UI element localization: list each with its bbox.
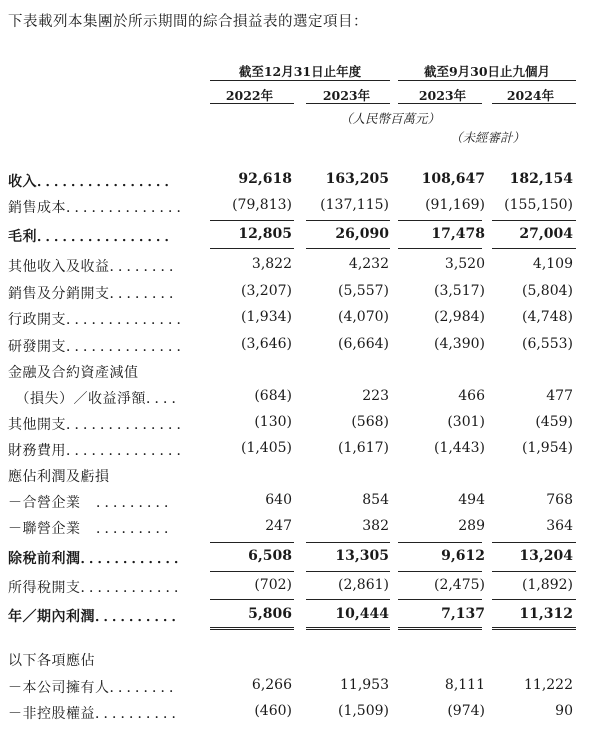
row-value: (6,553) — [521, 336, 573, 352]
row-label-text: 以下各項應佔 — [8, 653, 95, 669]
row-value: (91,169) — [425, 197, 485, 213]
row-value: (1,509) — [337, 703, 389, 719]
row-leader-dots: ．．．．．．．．．． — [95, 706, 187, 722]
subtotal-line — [306, 542, 390, 543]
table-row — [0, 283, 590, 309]
row-label — [8, 388, 187, 408]
table-row — [0, 414, 590, 440]
row-label-text: 銷售成本 — [8, 200, 66, 216]
row-leader-dots: ．．．．．．．． — [109, 259, 185, 275]
row-leader-dots: ．．．． — [146, 391, 187, 407]
table-row — [0, 650, 590, 676]
subtotal-line — [210, 542, 294, 543]
row-value: 247 — [265, 518, 292, 534]
row-value: 4,109 — [532, 256, 573, 272]
row-value: 466 — [458, 388, 485, 404]
table-row — [0, 440, 590, 466]
row-value: (5,804) — [521, 283, 573, 299]
row-value: 382 — [362, 518, 389, 534]
row-value: (137,115) — [320, 197, 389, 213]
row-value: (1,934) — [240, 309, 292, 325]
row-label-text: －合營企業 — [8, 495, 81, 511]
row-label — [8, 226, 180, 246]
row-value: 27,004 — [519, 226, 573, 242]
row-label-text: 其他收入及收益 — [8, 259, 110, 275]
subtotal-line — [492, 220, 576, 221]
subtotal-line — [210, 220, 294, 221]
row-value: (1,443) — [433, 440, 485, 456]
row-label — [8, 440, 192, 460]
row-value: (1,405) — [240, 440, 292, 456]
subtotal-line — [306, 599, 390, 600]
subtotal-line — [398, 599, 482, 600]
table-row — [0, 388, 590, 414]
subtotal-line — [306, 220, 390, 221]
intro-text: 下表載列本集團於所示期間的綜合損益表的選定項目： — [8, 14, 368, 30]
table-row — [0, 518, 590, 544]
subtotal-line — [398, 248, 482, 249]
row-value: 6,266 — [251, 677, 292, 693]
row-label — [8, 577, 190, 597]
year-rule-2 — [306, 103, 390, 104]
table-row — [0, 256, 590, 282]
row-leader-dots: ．．．．．．．．．．．．．． — [66, 312, 192, 328]
row-value: 289 — [458, 518, 485, 534]
table-row — [0, 362, 590, 388]
total-double-line — [492, 627, 576, 630]
row-leader-dots: ．．．．．．．．． — [80, 521, 180, 537]
row-value: 26,090 — [335, 226, 389, 242]
row-value: 108,647 — [421, 171, 485, 187]
row-value: 5,806 — [248, 606, 292, 622]
subtotal-line — [306, 571, 390, 572]
subtotal-line — [492, 248, 576, 249]
row-label-text: 銷售及分銷開支 — [8, 286, 110, 302]
table-row — [0, 309, 590, 335]
row-label — [8, 703, 187, 723]
row-leader-dots: ．．．．．．．．．．．．．．．． — [37, 229, 180, 245]
year-header-2024-nine-months: 2024年 — [506, 88, 555, 103]
row-leader-dots: ．．．．．．．．．． — [95, 609, 187, 625]
row-label — [8, 606, 187, 626]
year-header-2022: 2022年 — [225, 88, 274, 103]
total-double-line — [398, 627, 482, 630]
year-rule-3 — [398, 103, 482, 104]
row-label-text: （損失）／收益淨額 — [8, 391, 146, 407]
row-label-text: －非控股權益 — [8, 706, 95, 722]
row-value: 9,612 — [441, 548, 485, 564]
row-label-text: 金融及合約資產減值 — [8, 365, 139, 381]
row-label-text: 其他開支 — [8, 417, 66, 433]
subtotal-line — [492, 599, 576, 600]
row-label — [8, 256, 185, 276]
row-label — [8, 518, 180, 538]
year-rule-4 — [492, 103, 576, 104]
subtotal-line — [492, 571, 576, 572]
row-value: 11,312 — [519, 606, 573, 622]
row-label-text: －本公司擁有人 — [8, 680, 110, 696]
row-value: (702) — [254, 577, 292, 593]
row-value: 17,478 — [431, 226, 485, 242]
row-value: (4,390) — [433, 336, 485, 352]
subtotal-line — [210, 599, 294, 600]
row-value: (301) — [447, 414, 485, 430]
row-value: 163,205 — [325, 171, 389, 187]
row-value: 8,111 — [444, 677, 485, 693]
row-value: 3,822 — [251, 256, 292, 272]
unaudited-label: （未經審計） — [450, 130, 526, 145]
row-value: (684) — [254, 388, 292, 404]
header-group-year-rule — [210, 80, 390, 81]
year-header-2023: 2023年 — [322, 88, 371, 103]
row-label — [8, 197, 192, 217]
subtotal-line — [398, 542, 482, 543]
row-label — [8, 650, 95, 670]
row-label-text: 所得稅開支 — [8, 580, 81, 596]
row-value: (3,646) — [240, 336, 292, 352]
subtotal-line — [210, 248, 294, 249]
unit-label: （人民幣百萬元） — [340, 111, 441, 126]
row-value: 13,204 — [519, 548, 573, 564]
row-value: 182,154 — [509, 171, 573, 187]
row-leader-dots: ．．．．．．．．．．．．．． — [66, 417, 192, 433]
row-value: 92,618 — [238, 171, 292, 187]
row-label — [8, 677, 185, 697]
row-value: (5,557) — [337, 283, 389, 299]
row-label-text: －聯營企業 — [8, 521, 81, 537]
row-value: (2,861) — [337, 577, 389, 593]
row-label-text: 研發開支 — [8, 339, 66, 355]
row-label-text: 年／期內利潤 — [8, 609, 95, 625]
row-label-text: 應佔利潤及虧損 — [8, 469, 110, 485]
total-double-line — [210, 627, 294, 630]
row-value: 494 — [458, 492, 485, 508]
row-leader-dots: ．．．．．．．．．．．． — [80, 580, 190, 596]
row-label — [8, 283, 185, 303]
row-value: 768 — [546, 492, 573, 508]
row-leader-dots: ．．．．．．．．．．．．．．．． — [37, 174, 180, 190]
subtotal-line — [210, 571, 294, 572]
row-value: 90 — [555, 703, 573, 719]
table-row — [0, 336, 590, 362]
row-value: (1,892) — [521, 577, 573, 593]
year-header-2023-nine-months: 2023年 — [418, 88, 467, 103]
row-value: 7,137 — [441, 606, 485, 622]
row-leader-dots: ．．．．．．．． — [109, 286, 185, 302]
total-double-line — [306, 627, 390, 630]
row-label — [8, 548, 190, 568]
header-group-year: 截至12月31日止年度 — [238, 64, 362, 79]
row-leader-dots: ．．．．．．．．．．．．．． — [66, 443, 192, 459]
row-value: 13,305 — [335, 548, 389, 564]
row-value: 10,444 — [335, 606, 389, 622]
row-label — [8, 171, 180, 191]
subtotal-line — [398, 220, 482, 221]
row-value: 6,508 — [248, 548, 292, 564]
row-label-text: 財務費用 — [8, 443, 66, 459]
row-value: (4,070) — [337, 309, 389, 325]
row-leader-dots: ．．．．．．．．．．．．．． — [66, 200, 192, 216]
row-value: (460) — [254, 703, 292, 719]
row-value: (1,954) — [521, 440, 573, 456]
row-leader-dots: ．．．．．．．．． — [80, 495, 180, 511]
row-value: (2,475) — [433, 577, 485, 593]
table-row — [0, 171, 590, 197]
row-label-text: 行政開支 — [8, 312, 66, 328]
row-leader-dots: ．．．．．．．．．．．． — [80, 551, 190, 567]
row-value: (4,748) — [521, 309, 573, 325]
row-value: 11,222 — [524, 677, 573, 693]
row-label — [8, 309, 192, 329]
header-group-nine-months-rule — [398, 80, 576, 81]
year-rule-1 — [210, 103, 294, 104]
row-value: (1,617) — [337, 440, 389, 456]
row-label-text: 毛利 — [8, 229, 37, 245]
row-value: 640 — [265, 492, 292, 508]
row-value: 3,520 — [444, 256, 485, 272]
header-group-nine-months: 截至9月30日止九個月 — [423, 64, 551, 79]
table-row — [0, 677, 590, 703]
row-leader-dots: ．．．．．．．．．．．．．． — [66, 339, 192, 355]
table-row — [0, 492, 590, 518]
table-row — [0, 466, 590, 492]
row-value: (6,664) — [337, 336, 389, 352]
row-label — [8, 414, 192, 434]
row-value: (79,813) — [232, 197, 292, 213]
row-value: 364 — [546, 518, 573, 534]
row-value: (568) — [351, 414, 389, 430]
row-value: 4,232 — [348, 256, 389, 272]
subtotal-line — [306, 248, 390, 249]
row-value: (130) — [254, 414, 292, 430]
row-value: (974) — [447, 703, 485, 719]
subtotal-line — [492, 542, 576, 543]
row-label — [8, 336, 192, 356]
table-row — [0, 703, 590, 729]
row-value: 223 — [362, 388, 389, 404]
row-value: (3,517) — [433, 283, 485, 299]
row-value: (459) — [535, 414, 573, 430]
row-value: (3,207) — [240, 283, 292, 299]
row-value: 12,805 — [238, 226, 292, 242]
row-label — [8, 466, 110, 486]
row-value: 477 — [546, 388, 573, 404]
row-label-text: 除稅前利潤 — [8, 551, 81, 567]
row-label — [8, 362, 139, 382]
row-label-text: 收入 — [8, 174, 37, 190]
subtotal-line — [398, 571, 482, 572]
row-label — [8, 492, 180, 512]
row-leader-dots: ．．．．．．．． — [109, 680, 185, 696]
row-value: (2,984) — [433, 309, 485, 325]
row-value: (155,150) — [504, 197, 573, 213]
row-value: 854 — [362, 492, 389, 508]
row-value: 11,953 — [340, 677, 389, 693]
